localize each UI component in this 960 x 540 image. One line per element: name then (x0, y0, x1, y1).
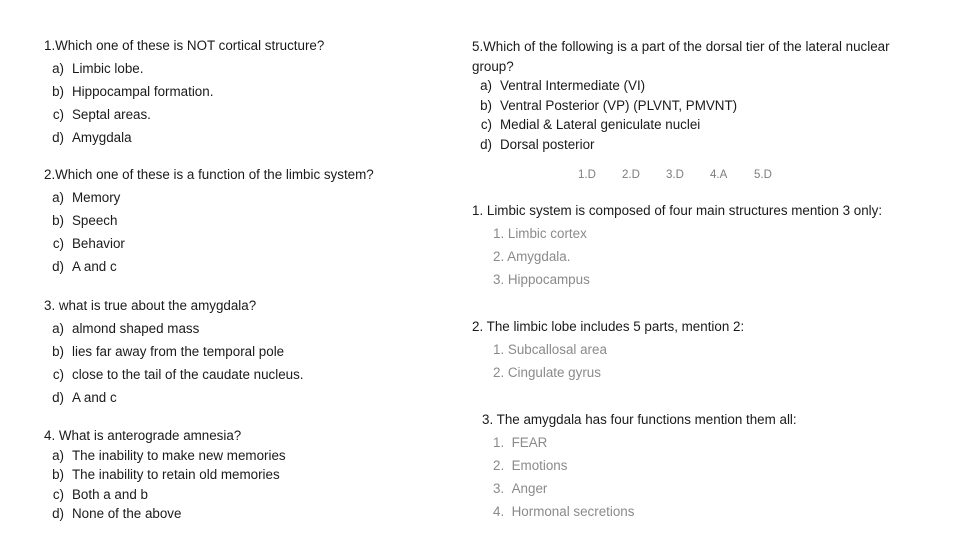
answer: 5.D (754, 169, 772, 181)
short-answer-1 (472, 199, 882, 291)
question-2 (44, 163, 374, 278)
option: b) The inability to retain old memories (52, 467, 280, 482)
option: b) Hippocampal formation. (52, 84, 214, 99)
answer: 3.D (666, 169, 684, 181)
option: a) The inability to make new memories (52, 447, 286, 463)
option: a) Memory (52, 190, 121, 205)
option: c) Behavior (52, 236, 125, 251)
option: d) A and c (52, 259, 117, 274)
question-text: 4. What is anterograde amnesia? (44, 428, 242, 443)
option: b) Ventral Posterior (VP) (PLVNT, PMVNT) (480, 97, 738, 113)
answer: 2.D (622, 169, 640, 181)
option: d) None of the above (52, 506, 182, 521)
short-answer-3 (482, 408, 797, 523)
answer-item: 1. FEAR (493, 435, 548, 450)
option: d) A and c (52, 390, 117, 405)
question-5 (472, 37, 902, 154)
answer-item: 2. Amygdala. (493, 249, 571, 264)
option: a) almond shaped mass (52, 321, 200, 336)
option: d) Amygdala (52, 130, 132, 145)
short-answer-2 (472, 315, 744, 384)
option: c) close to the tail of the caudate nucleus. (52, 367, 304, 382)
question-3 (44, 294, 304, 409)
question-text: 3. The amygdala has four functions mention them all: (482, 412, 797, 427)
answer: 1.D (578, 169, 596, 181)
option: c) Medial & Lateral geniculate nuclei (480, 117, 701, 132)
option: b) lies far away from the temporal pole (52, 344, 285, 359)
question-text: 2.Which one of these is a function of the limbic system? (44, 167, 374, 182)
answer-item: 2. Cingulate gyrus (493, 365, 601, 380)
question-text: 3. what is true about the amygdala? (44, 298, 257, 313)
option: d) Dorsal posterior (480, 136, 595, 152)
answer-item: 3. Anger (493, 481, 548, 496)
question-4 (44, 426, 286, 524)
question-text: 5.Which of the following is a part of the dorsal tier of the lateral nuclear group? (472, 39, 890, 74)
option: b) Speech (52, 213, 118, 228)
question-text: 1.Which one of these is NOT cortical structure? (44, 38, 325, 53)
answer-item: 1. Limbic cortex (493, 226, 587, 241)
question-text: 1. Limbic system is composed of four main structures mention 3 only: (472, 203, 883, 218)
question-1 (44, 34, 324, 149)
answer-item: 3. Hippocampus (493, 272, 590, 287)
answer-item: 4. Hormonal secretions (493, 504, 635, 519)
option: a) Ventral Intermediate (VI) (480, 78, 646, 93)
option: c) Both a and b (52, 486, 148, 502)
answer-item: 2. Emotions (493, 458, 568, 473)
answer: 4.A (710, 169, 728, 181)
question-text: 2. The limbic lobe includes 5 parts, mention 2: (472, 319, 745, 334)
answer-item: 1. Subcallosal area (493, 342, 607, 357)
option: a) Limbic lobe. (52, 61, 144, 76)
option: c) Septal areas. (52, 107, 151, 122)
